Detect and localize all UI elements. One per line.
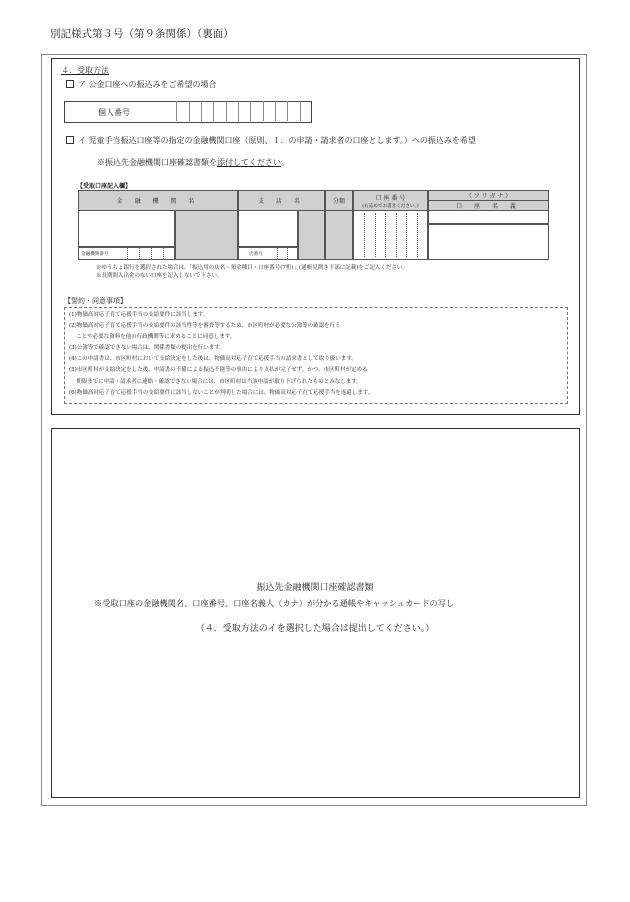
kojin-bango-divider: [300, 101, 301, 121]
furigana-input[interactable]: [428, 210, 549, 224]
account-digit-divider: [417, 213, 418, 257]
option-a-row: [66, 79, 217, 90]
branch-name-input[interactable]: [238, 210, 298, 247]
terms-item: (3)公簿等で確認できない場合は、関係書類の提出を行います。: [69, 345, 225, 352]
terms-item: (2)物価高対応子育て応援手当の支給要件の該当性等を審査等するため、市区町村が必要な公簿等の確認を行う: [69, 323, 341, 330]
terms-item: ことや必要な資料を他の行政機関等に求めることに同意します。: [69, 334, 236, 341]
kojin-bango-divider: [238, 101, 239, 121]
account-holder-input[interactable]: [428, 224, 549, 260]
bank-type-cell: [175, 210, 238, 260]
attachment-desc: ※受取口座の金融機関名、口座番号、口座名義人（カナ）が分かる通帳やキャッシュカードの写し: [94, 598, 455, 608]
kojin-bango-divider: [213, 101, 214, 121]
attachment-area[interactable]: [51, 428, 580, 798]
kojin-bango-divider: [201, 101, 202, 121]
branch-type-cell: [298, 210, 325, 260]
form-number: 別記様式第３号（第９条関係）（裏面）: [50, 28, 234, 40]
kojin-bango-cells[interactable]: [164, 101, 312, 123]
furigana-header: （ フ リ ガ ナ ）: [428, 190, 549, 201]
attachment-instruction: （４．受取方法のイを選択した場合は提出してください。）: [195, 624, 435, 634]
kojin-bango-divider: [250, 101, 251, 121]
kojin-bango-divider: [189, 101, 190, 121]
attachment-title: 振込先金融機関口座確認書類: [256, 583, 374, 593]
terms-box: [64, 307, 568, 404]
account-number-note: (右詰めでお書きください。): [362, 204, 419, 209]
account-digit-divider: [396, 213, 397, 257]
account-digit-divider: [406, 213, 407, 257]
option-a-checkbox[interactable]: [66, 80, 74, 88]
terms-item: (5)市区町村が支給決定をした後、申請書の不備による振込不能等の事由により支払が完了せず、かつ、市区町村が定める: [69, 367, 368, 374]
section-heading: ４．受取方法: [61, 66, 109, 75]
bank-code-label: 金融機関番号: [81, 252, 109, 257]
kojin-bango-divider: [275, 101, 276, 121]
account-number-header: [353, 190, 428, 211]
branch-code-label: 店番号: [249, 252, 263, 257]
kojin-bango-label: 個人番号: [98, 107, 130, 117]
attach-note: [97, 157, 289, 168]
kojin-bango-divider: [263, 101, 264, 121]
terms-item: 期限までに申請・請求者に連絡・確認できない場合には、市区町村は当該申請が取り下げられたものとみなします。: [69, 378, 362, 385]
account-digit-divider: [375, 213, 376, 257]
yucho-note: ※ゆうちょ銀行を選択された場合は、「振込用の店名・預金種目・口座番号(7桁)」(通帳見開き下部に記載)をご記入ください。: [96, 265, 408, 271]
account-number-input[interactable]: [353, 210, 428, 260]
dormant-note: ※長期間入出金のない口座を記入しないで下さい。: [96, 273, 223, 279]
kojin-bango-divider: [287, 101, 288, 121]
bank-name-header: 金 融 機 関 名: [78, 190, 238, 211]
kojin-bango-divider: [176, 101, 177, 121]
attach-note-underlined: 添付してください: [217, 158, 281, 167]
account-table: [78, 190, 549, 260]
bank-code-row: [78, 247, 175, 260]
branch-name-header: 支 店 名: [238, 190, 325, 211]
option-i-label: イ 児童手当振込口座等の指定の金融機関口座（原則、１．の申請・請求者の口座とします。）への振込みを希望: [78, 136, 476, 145]
attach-note-prefix: ※振込先金融機関口座確認書類を: [97, 158, 217, 167]
terms-heading: 【誓約・同意事項】: [64, 297, 127, 305]
category-header: 分類: [325, 190, 353, 211]
kojin-bango-divider: [226, 101, 227, 121]
terms-list: [69, 310, 373, 399]
bank-name-input[interactable]: [78, 210, 175, 247]
terms-item: (4)この申請書は、市区町村において支給決定をした後は、物価高対応子育て応援手当の請求書として取り扱います。: [69, 356, 357, 363]
option-a-label: ア 公金口座への振込みをご希望の場合: [78, 80, 217, 89]
account-holder-header: 口 座 名 義: [428, 200, 549, 211]
account-number-label: 口 座 番 号: [375, 194, 406, 202]
branch-code-row: [238, 247, 298, 260]
attach-note-suffix: 。: [281, 158, 289, 167]
terms-item: (6)物価高対応子育て応援手当の支給要件に該当しないことが判明した場合には、物価高対応子育て応援手当を返還します。: [69, 389, 374, 396]
option-i-checkbox[interactable]: [66, 136, 74, 144]
option-i-row: [66, 135, 476, 146]
account-digit-divider: [385, 213, 386, 257]
account-digit-divider: [364, 213, 365, 257]
account-table-caption: 【受取口座記入欄】: [77, 183, 132, 190]
terms-item: (1)物価高対応子育て応援手当の支給要件に該当します。: [69, 312, 209, 318]
category-input[interactable]: [325, 210, 353, 260]
